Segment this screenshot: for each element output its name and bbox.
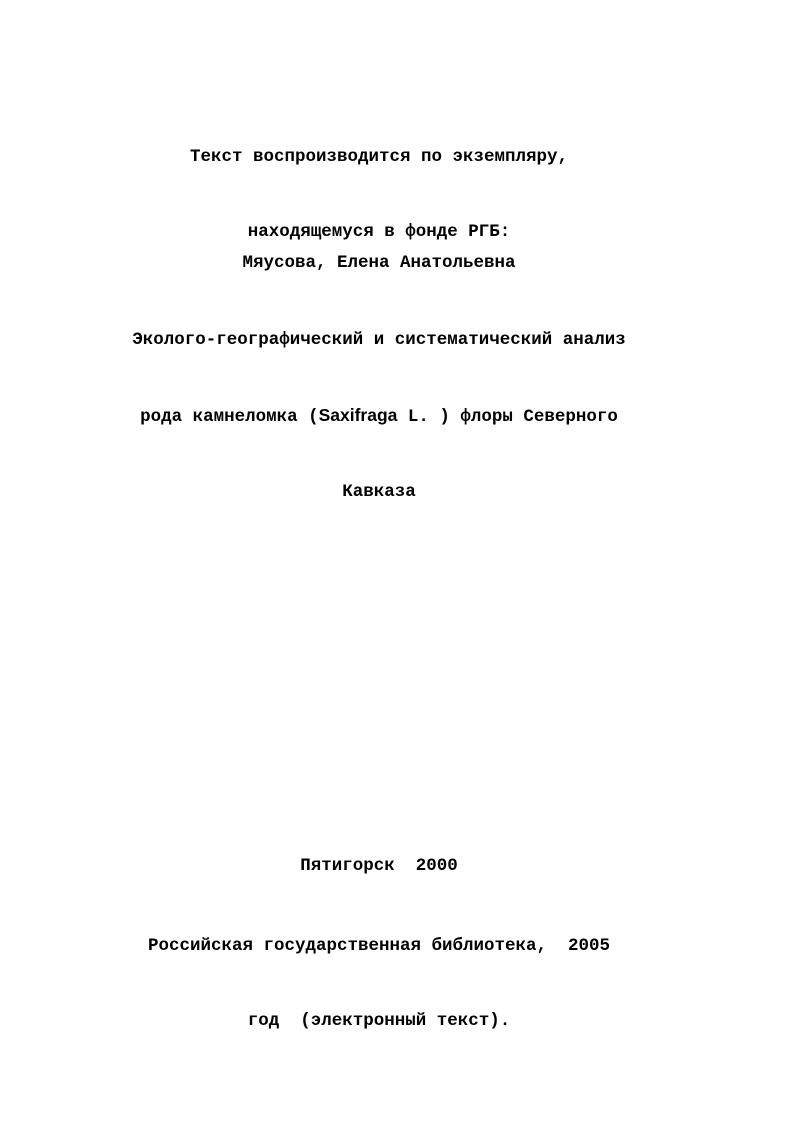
- library-footer-line-2: год (электронный текст).: [247, 1011, 511, 1031]
- library-footer-line-1: Российская государственная библиотека, 2005: [147, 936, 611, 956]
- source-notice-line-1: Текст воспроизводится по экземпляру,: [189, 147, 569, 167]
- title-line-2: [0, 403, 760, 430]
- title-line-1: Эколого-географический и систематический анализ: [132, 330, 626, 350]
- title-latin-genus: Saxifraga: [318, 405, 398, 425]
- title-line-3: Кавказа: [342, 482, 416, 502]
- title-line-2-suffix: L. ) флоры Северного: [397, 407, 618, 427]
- library-footer: [0, 884, 758, 1084]
- author-name-text: Мяусова, Елена Анатольевна: [242, 253, 516, 273]
- dissertation-title: [0, 278, 760, 555]
- city-year-text: Пятигорск 2000: [300, 856, 458, 876]
- source-notice-line-2: находящемуся в фонде РГБ:: [247, 222, 511, 242]
- title-line-2-prefix: рода камнеломка (: [140, 407, 319, 427]
